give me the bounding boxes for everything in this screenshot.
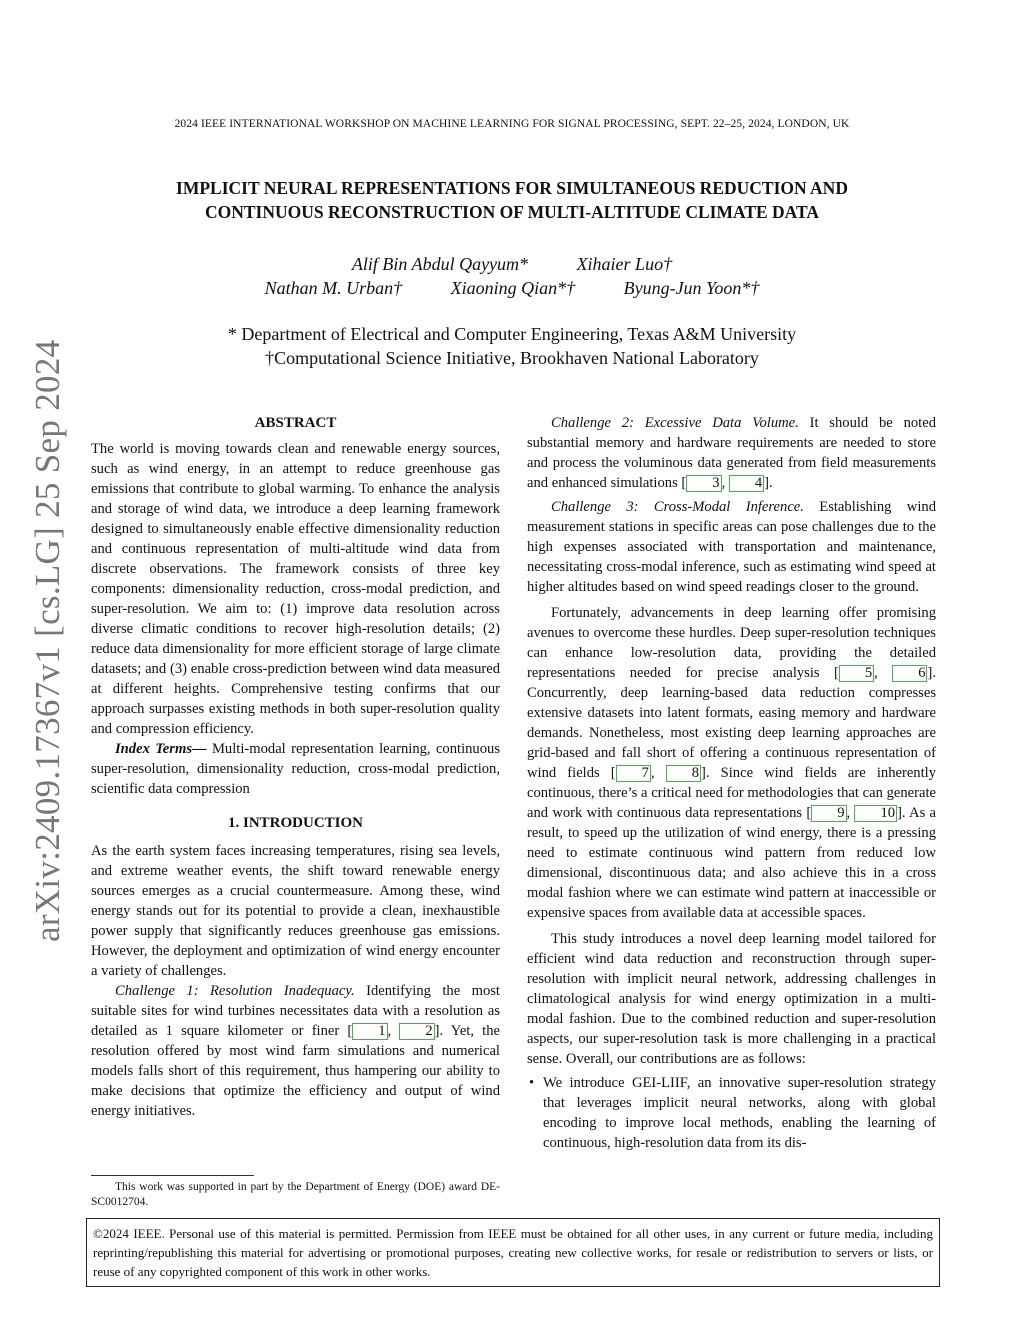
citation-link[interactable]: 1 <box>352 1023 387 1040</box>
abstract-text: The world is moving towards clean and renewable energy sources, such as wind energy, in an attempt to reduce greenhouse gas emissions that contribute to global warming. To enhance the analysis and storage of wind data, we introduce a deep learning framework designed to simultaneously enable effective dimensionality reduction and continuous representation of multi-altitude wind data from discrete observations. The framework consists of three key components: dimensionality reduction, cross-modal prediction, and super-resolution. We aim to: (1) improve data resolution across diverse climatic conditions to recover high-resolution details; (2) reduce data dimensionality for more efficient storage of large climate datasets; and (3) enable cross-prediction between wind data measured at different heights. Comprehensive testing confirms that our approach surpasses existing methods in both super-resolution quality and compression efficiency. <box>91 441 500 737</box>
paragraph-text: Establishing wind measurement stations in specific areas can pose challenges due to the high expenses associated with transportation and maintenance, necessitating cross-modal inference, such as estimating wind speed at higher altitudes based on wind speed readings closer to the ground. <box>527 499 936 595</box>
challenge-1-label: Challenge 1: Resolution Inadequacy. <box>115 983 355 999</box>
arxiv-sidebar-label: arXiv:2409.17367v1 [cs.LG] 25 Sep 2024 <box>28 339 67 942</box>
fortunately-paragraph <box>527 603 936 923</box>
citation-link[interactable]: 7 <box>616 765 651 782</box>
citation-link[interactable]: 10 <box>854 805 897 822</box>
right-column <box>527 413 936 1153</box>
index-terms-text: Multi-modal representation learning, continuous super-resolution, dimensionality reduction, cross-modal prediction, scientific data compression <box>91 741 500 797</box>
bullet-icon: • <box>529 1075 535 1091</box>
author-list <box>100 252 924 300</box>
paragraph-text: Identifying the most suitable sites for wind turbines necessitates data with a resolution as detailed as 1 square kilometer or finer [ <box>91 983 500 1039</box>
author-row-1 <box>100 252 924 276</box>
bullet-text: We introduce GEI-LIIF, an innovative super-resolution strategy that leverages implicit neural networks, along with global encoding to improve local methods, enabling the learning of continuous, high-resolution data from its dis- <box>543 1075 936 1151</box>
index-terms-label: Index Terms— <box>115 741 207 757</box>
paragraph-text: ]. Since wind fields are inherently continuous, there’s a critical need for methodologies that can generate and work with continuous data representations [ <box>527 765 937 821</box>
paragraph-text: Fortunately, advancements in deep learning offer promising avenues to overcome these hurdles. Deep super-resolution techniques can enhance low-resolution data, providing the detailed representations needed for precise analysis [ <box>527 605 936 681</box>
introduction-heading: 1. INTRODUCTION <box>227 815 363 831</box>
citation-link[interactable]: 6 <box>892 665 927 682</box>
copyright-notice: ©2024 IEEE. Personal use of this material is permitted. Permission from IEEE must be obtained for all other uses, in any current or future media, including reprinting/republishing this material for advertising or promotional purposes, creating new collective works, for resale or redistribution to servers or lists, or reuse of any copyrighted component of this work in other works. <box>86 1218 940 1287</box>
paragraph-text: ]. Concurrently, deep learning-based data reduction compresses extensive datasets into latent formats, easing memory and hardware demands. Nonetheless, most existing deep learning approaches are grid-based and fall short of offering a continuous representation of wind fields [ <box>527 665 936 781</box>
paragraph-text: ]. <box>764 475 773 491</box>
paragraph-text: , <box>650 765 666 781</box>
left-column <box>91 413 500 1121</box>
challenge-1-paragraph <box>91 981 500 1121</box>
footnote-divider <box>91 1175 254 1176</box>
author-name: Nathan M. Urban† <box>264 278 403 298</box>
challenge-3-label: Challenge 3: Cross-Modal Inference. <box>551 499 804 515</box>
challenge-2-label: Challenge 2: Excessive Data Volume. <box>551 415 799 431</box>
contribution-bullet <box>527 1073 936 1153</box>
study-paragraph: This study introduces a novel deep learning model tailored for efficient wind data reduction and reconstruction through super-resolution with implicit neural network, addressing challenges in climatological analysis for wind energy optimization in a multi-modal fashion. Due to the combined reduction and super-resolution aspects, our super-resolution task is more challenging in a practical sense. Overall, our contributions are as follows: <box>527 931 936 1067</box>
paragraph-text: , <box>874 665 893 681</box>
author-name: Xiaoning Qian*† <box>450 278 576 298</box>
conference-header: 2024 IEEE INTERNATIONAL WORKSHOP ON MACHINE LEARNING FOR SIGNAL PROCESSING, SEPT. 22–25, 2024, LONDON, UK <box>174 118 850 130</box>
paragraph-text: It should be noted substantial memory and hardware requirements are needed to store and process the voluminous data generated from field measurements and enhanced simulations [ <box>527 415 936 491</box>
challenge-3-paragraph <box>527 497 936 597</box>
footnote: This work was supported in part by the Department of Energy (DOE) award DE-SC0012704. <box>91 1181 500 1208</box>
author-name: Alif Bin Abdul Qayyum* <box>351 254 529 274</box>
citation-link[interactable]: 3 <box>686 475 721 492</box>
challenge-2-paragraph <box>527 413 936 493</box>
paragraph-text: , <box>721 475 729 491</box>
citation-link[interactable]: 2 <box>399 1023 434 1040</box>
paragraph-text: , <box>387 1023 400 1039</box>
author-name: Byung-Jun Yoon*† <box>623 278 760 298</box>
citation-link[interactable]: 4 <box>729 475 764 492</box>
citation-link[interactable]: 9 <box>811 805 846 822</box>
index-terms <box>91 739 500 799</box>
affiliations <box>100 322 924 370</box>
paragraph-text: , <box>846 805 855 821</box>
author-name: Xihaier Luo† <box>576 254 673 274</box>
author-row-2 <box>100 276 924 300</box>
citation-link[interactable]: 8 <box>666 765 701 782</box>
affiliation-line: †Computational Science Initiative, Brookhaven National Laboratory <box>265 348 759 368</box>
paper-title <box>100 176 924 224</box>
intro-paragraph-1: As the earth system faces increasing temperatures, rising sea levels, and extreme weather events, the shift toward renewable energy sources emerges as a crucial countermeasure. Among these, wind energy stands out for its potential to provide a clean, inexhaustible power supply that significantly reduces greenhouse gas emissions. However, the deployment and optimization of wind energy encounter a variety of challenges. <box>91 843 500 979</box>
title-line-2: CONTINUOUS RECONSTRUCTION OF MULTI-ALTITUDE CLIMATE DATA <box>204 202 820 222</box>
paragraph-text: ]. As a result, to speed up the utilization of wind energy, there is a pressing need to estimate continuous wind pattern from reduced low dimensional, discontinuous data; and also achieve this in a cross modal fashion where we can estimate wind pattern at inaccessible or expensive spaces from available data at accessible spaces. <box>527 805 937 921</box>
abstract-heading: ABSTRACT <box>254 415 337 431</box>
affiliation-line: * Department of Electrical and Computer Engineering, Texas A&M University <box>227 324 797 344</box>
title-line-1: IMPLICIT NEURAL REPRESENTATIONS FOR SIMULTANEOUS REDUCTION AND <box>176 178 848 198</box>
citation-link[interactable]: 5 <box>839 665 874 682</box>
paragraph-text: ]. Yet, the resolution offered by most wind farm simulations and numerical models falls short of this requirement, thus hampering our ability to make decisions that optimize the efficiency and output of wind energy initiatives. <box>91 1023 500 1119</box>
